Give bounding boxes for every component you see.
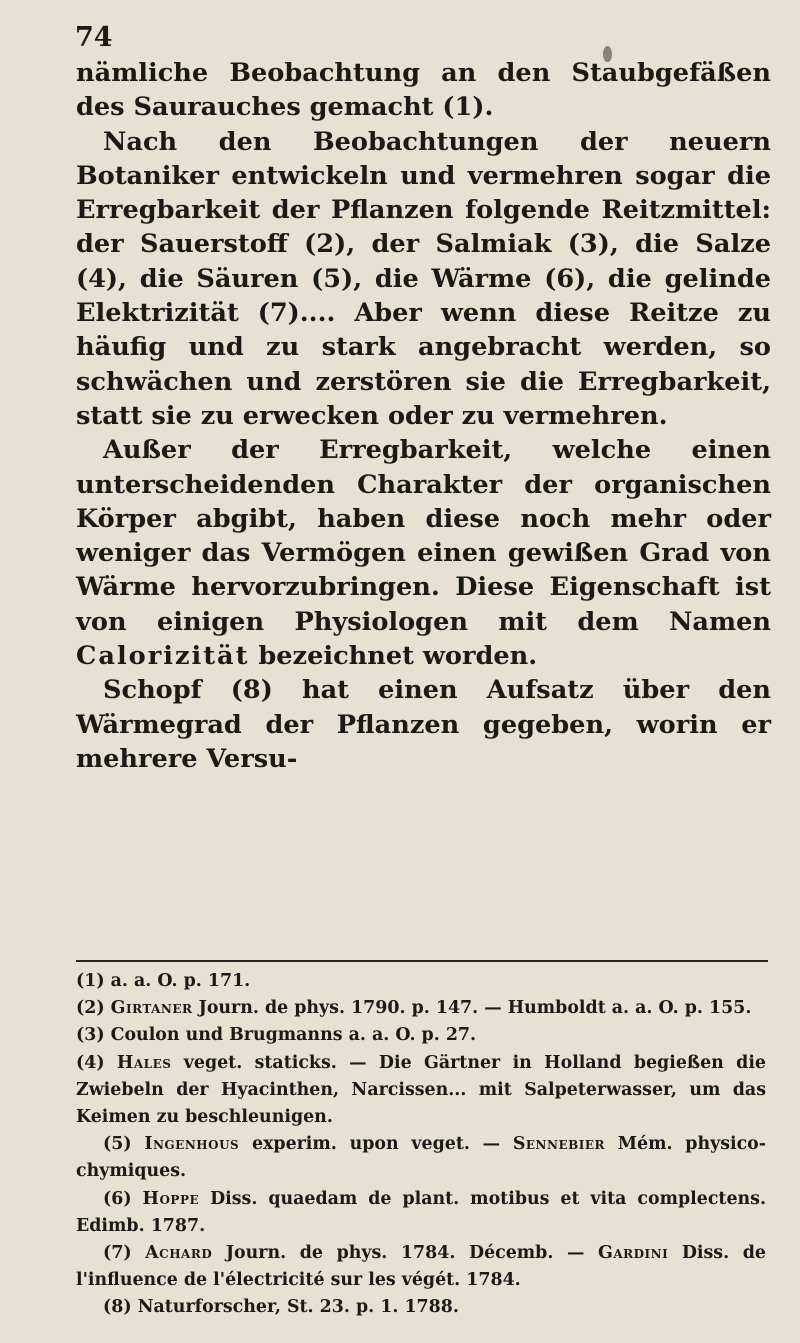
footnote-text: Journ. de phys. 1784. Décemb. — xyxy=(212,1243,598,1264)
footnote-divider xyxy=(76,960,768,962)
author-name: Gardini xyxy=(597,1243,669,1264)
paragraph-text: Schopf (8) hat einen Aufsatz über den Wärmegrad der Pflanzen gegeben, worin er mehrere Versu- xyxy=(76,675,771,774)
footnote-5 xyxy=(76,1131,766,1185)
footnote-2 xyxy=(76,995,766,1022)
footnote-text: (5) xyxy=(103,1134,145,1155)
footnote-text: (1) a. a. O. p. 171. xyxy=(76,971,251,991)
paragraph-text: Nach den Beobachtungen der neuern Botaniker entwickeln und vermehren sogar die Erregbarkeit der Pflanzen folgende Reitzmittel: der Sauerstoff (2), der Salmiak (3), die Salze (4), die Säuren (5), die Wärme (6), die gelinde Elektrizität (7).... Aber wenn diese Reitze zu häufig und zu stark angebracht werden, so schwächen und zerstören sie die Erregbarkeit, statt sie zu erwecken oder zu vermehren. xyxy=(76,126,771,431)
footnote-text: veget. staticks. — Die Gärtner in Holland begießen die Zwiebeln der Hyacinthen, Narcissen... mit Salpeterwasser, um das Keimen zu beschleunigen. xyxy=(76,1052,766,1128)
author-name: Hoppe xyxy=(142,1188,200,1209)
footnote-8 xyxy=(76,1294,766,1321)
footnote-text: Diss. de l'influence de l'électricité sur les végét. 1784. xyxy=(76,1243,766,1291)
footnote-text: (8) Naturforscher, St. 23. p. 1. 1788. xyxy=(103,1297,459,1318)
page-number: 74 xyxy=(75,22,113,53)
footnote-7 xyxy=(76,1240,766,1294)
footnote-text: Mém. physico-chymiques. xyxy=(76,1134,767,1182)
footnotes xyxy=(76,968,766,1322)
emphasized-term: Calorizität xyxy=(76,641,250,672)
paragraph-text: bezeichnet worden. xyxy=(249,641,538,672)
author-name: Hales xyxy=(116,1052,172,1073)
footnote-1 xyxy=(76,968,766,995)
paragraph-4 xyxy=(76,673,771,776)
main-text xyxy=(76,56,771,776)
footnote-6 xyxy=(76,1186,766,1240)
footnote-text: Journ. de phys. 1790. p. 147. — Humboldt a. a. O. p. 155. xyxy=(192,998,752,1019)
author-name: Achard xyxy=(145,1243,213,1264)
author-name: Girtaner xyxy=(110,998,193,1019)
paragraph-text: Außer der Erregbarkeit, welche einen unterscheidenden Charakter der organischen Körper abgibt, haben diese noch mehr oder weniger das Vermögen einen gewißen Grad von Wärme hervorzubringen. Diese Eigenschaft ist von einigen Physiologen mit dem Namen xyxy=(76,435,771,637)
paragraph-1 xyxy=(76,56,771,125)
footnote-text: (7) xyxy=(103,1243,146,1264)
footnote-4 xyxy=(76,1050,766,1132)
footnote-3 xyxy=(76,1022,766,1049)
paragraph-text: nämliche Beobachtung an den Staubgefäßen des Saurauches gemacht (1). xyxy=(76,58,771,123)
author-name: Sennebier xyxy=(512,1134,605,1155)
footnote-text: (6) xyxy=(103,1188,143,1209)
footnote-text: experim. upon veget. — xyxy=(239,1134,513,1155)
footnote-text: Diss. quaedam de plant. motibus et vita complectens. Edimb. 1787. xyxy=(76,1188,767,1236)
paragraph-3 xyxy=(76,433,771,673)
footnote-text: (3) Coulon und Brugmanns a. a. O. p. 27. xyxy=(76,1025,477,1046)
paragraph-2 xyxy=(76,125,771,434)
footnote-text: (4) xyxy=(76,1052,117,1073)
footnote-text: (2) xyxy=(76,998,111,1019)
author-name: Ingenhous xyxy=(144,1134,240,1155)
